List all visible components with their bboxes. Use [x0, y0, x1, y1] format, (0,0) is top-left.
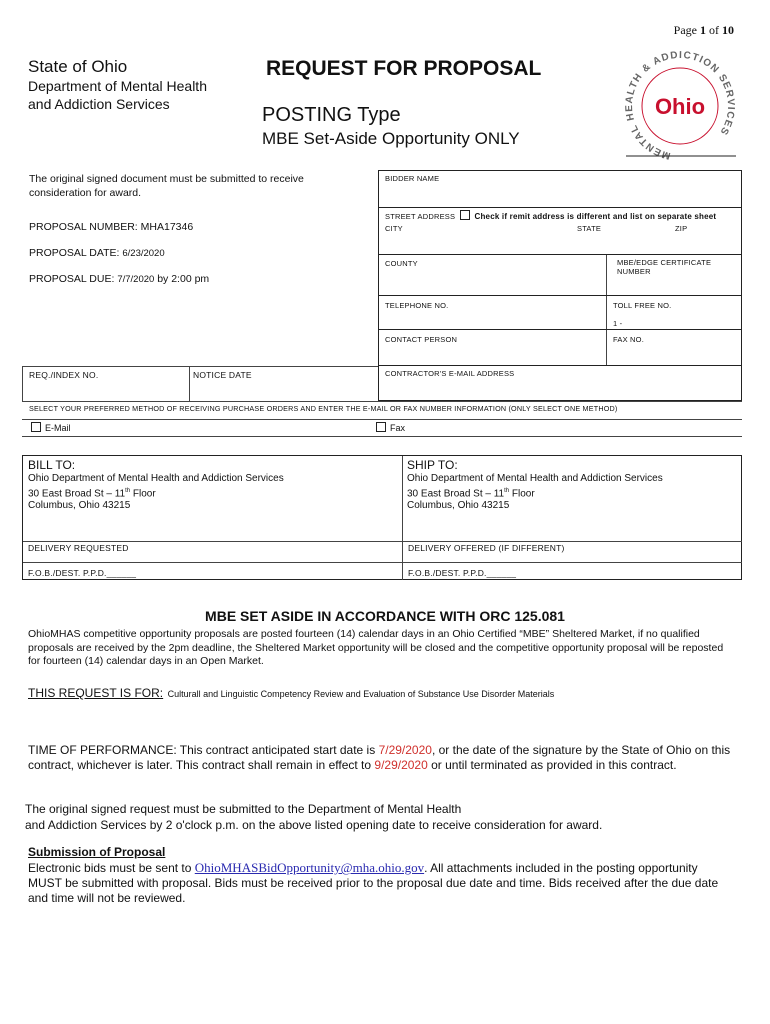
- req-index-label: REQ./INDEX NO.: [29, 370, 99, 380]
- proposal-number: PROPOSAL NUMBER: MHA17346: [29, 221, 194, 233]
- mbe-body: OhioMHAS competitive opportunity proposals are posted fourteen (14) calendar days in an Ohio Certified “MBE” Sheltered Market, if no qualified proposals are received by the 2pm deadline, the Sheltered Market opportunity will be closed and the competitive opportunity proposal will be reposted for fourteen (14) calendar days in an Open Market.: [28, 628, 724, 667]
- street-address-label[interactable]: STREET ADDRESS Check if remit address is different and list on separate sheet: [385, 212, 717, 221]
- mbe-certificate-field[interactable]: MBE/EDGE CERTIFICATE NUMBER: [617, 258, 712, 276]
- telephone-row: [378, 295, 742, 330]
- delivery-requested-label: DELIVERY REQUESTED: [28, 543, 129, 553]
- city-label: CITY: [385, 224, 403, 233]
- email-method-option[interactable]: E-Mail: [31, 422, 71, 433]
- notice-date-label: NOTICE DATE: [193, 370, 252, 380]
- fax-field[interactable]: FAX NO.: [613, 335, 644, 344]
- submission-note: The original signed request must be submitted to the Department of Mental Health and Addiction Services by 2 o'clock p.m. on the above listed opening date to receive consideration for award.: [25, 802, 603, 832]
- logo-seal: [622, 50, 738, 160]
- fob-left[interactable]: F.O.B./DEST. P.P.D.______: [28, 568, 137, 578]
- fax-method-checkbox[interactable]: [376, 422, 386, 432]
- contact-row: [378, 329, 742, 366]
- state-name: State of Ohio: [28, 57, 128, 76]
- proposal-date: PROPOSAL DATE: 6/23/2020: [29, 247, 165, 259]
- bid-email-link[interactable]: OhioMHASBidOpportunity@mha.ohio.gov: [194, 860, 425, 875]
- remit-address-checkbox[interactable]: [460, 210, 470, 220]
- zip-label: ZIP: [675, 224, 688, 233]
- proposal-due: PROPOSAL DUE: 7/7/2020 by 2:00 pm: [29, 273, 210, 285]
- submission-instructions: The original signed document must be submitted to receive consideration for award.: [29, 173, 304, 199]
- request-for: THIS REQUEST IS FOR: Culturall and Linguistic Competency Review and Evaluation of Substance Use Disorder Materials: [28, 686, 555, 700]
- method-instruction: SELECT YOUR PREFERRED METHOD OF RECEIVING PURCHASE ORDERS AND ENTER THE E-MAIL OR FAX NUMBER INFORMATION (ONLY SELECT ONE METHOD): [29, 404, 618, 413]
- mbe-heading: MBE SET ASIDE IN ACCORDANCE WITH ORC 125.081: [205, 608, 565, 624]
- ship-to-block: SHIP TO: Ohio Department of Mental Health and Addiction Services 30 East Broad St – 11th Floor Columbus, Ohio 43215: [407, 458, 663, 512]
- posting-type: POSTING Type: [262, 104, 401, 126]
- toll-free-prefix: 1 -: [613, 319, 623, 328]
- submission-title: Submission of Proposal: [28, 845, 166, 859]
- submission-body: Electronic bids must be sent to OhioMHASBidOpportunity@mha.ohio.gov. All attachments included in the posting opportunity MUST be submitted with proposal. Bids must be received prior to the proposal due date and time. Bids received after the due date and time will not be reviewed.: [28, 860, 719, 905]
- opportunity-type: MBE Set-Aside Opportunity ONLY: [262, 129, 520, 148]
- ohio-mhas-logo: [622, 50, 738, 160]
- telephone-field[interactable]: TELEPHONE NO.: [385, 301, 449, 310]
- page-number: Page 1 of 10: [673, 23, 734, 37]
- contractor-email-field[interactable]: CONTRACTOR'S E-MAIL ADDRESS: [378, 365, 742, 401]
- department-line-1: Department of Mental Health: [28, 78, 207, 94]
- bill-to-block: BILL TO: Ohio Department of Mental Health and Addiction Services 30 East Broad St – 11th Floor Columbus, Ohio 43215: [28, 458, 284, 512]
- fob-right[interactable]: F.O.B./DEST. P.P.D.______: [408, 568, 517, 578]
- page-title: REQUEST FOR PROPOSAL: [266, 57, 542, 80]
- delivery-offered-label: DELIVERY OFFERED (IF DIFFERENT): [408, 543, 565, 553]
- department-line-2: and Addiction Services: [28, 96, 170, 112]
- county-row: [378, 254, 742, 296]
- bidder-name-field[interactable]: BIDDER NAME: [378, 170, 742, 208]
- contact-person-field[interactable]: CONTACT PERSON: [385, 335, 458, 344]
- county-field[interactable]: COUNTY: [385, 259, 418, 268]
- time-of-performance: TIME OF PERFORMANCE: This contract anticipated start date is 7/29/2020, or the date of the signature by the State of Ohio on this contract, whichever is later. This contract shall remain in effect to 9/29/2020 or until terminated as provided in this contract.: [28, 743, 731, 772]
- toll-free-field[interactable]: TOLL FREE NO.: [613, 301, 672, 310]
- logo-ring-text: MENTAL HEALTH & ADDICTION SERVICES: [623, 50, 737, 160]
- bidder-address-box: [378, 207, 742, 255]
- fax-method-option[interactable]: Fax: [376, 422, 405, 433]
- logo-word: Ohio: [654, 94, 706, 119]
- email-method-checkbox[interactable]: [31, 422, 41, 432]
- state-label: STATE: [577, 224, 602, 233]
